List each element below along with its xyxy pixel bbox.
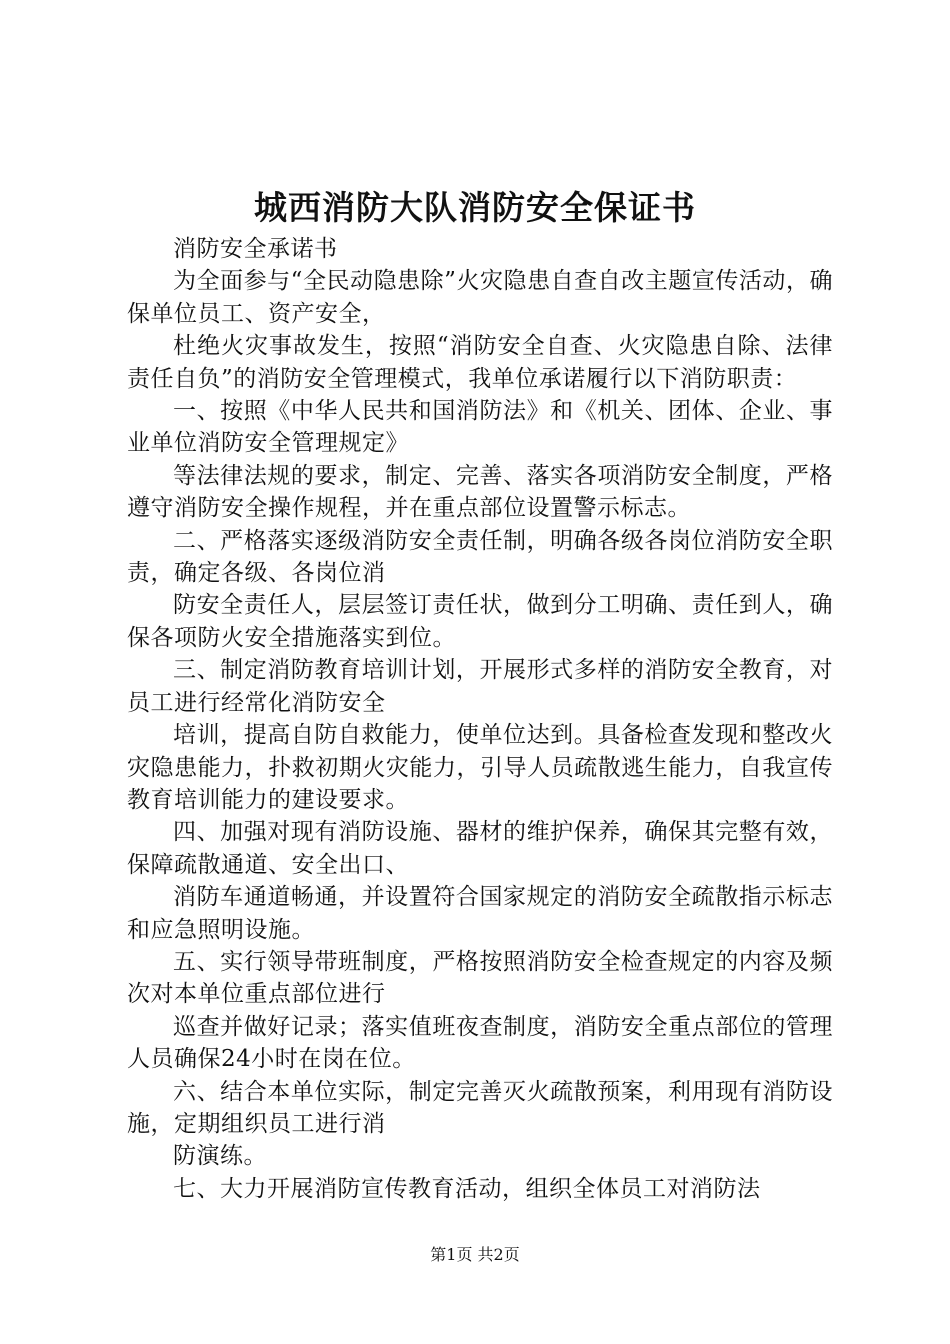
paragraph-5: 等法律法规的要求，制定、完善、落实各项消防安全制度，严格遵守消防安全操作规程，并在重点部位设置警示标志。: [127, 462, 833, 522]
paragraph-7: 防安全责任人，层层签订责任状，做到分工明确、责任到人，确保各项防火安全措施落实到位。: [127, 592, 833, 651]
paragraph-13: 巡查并做好记录；落实值班夜查制度，消防安全重点部位的管理人员确保24小时在岗在位。: [127, 1013, 833, 1073]
paragraph-14: 六、结合本单位实际，制定完善灭火疏散预案，利用现有消防设施，定期组织员工进行消: [127, 1078, 833, 1137]
document-body: [127, 233, 833, 1205]
paragraph-15: 防演练。: [173, 1143, 267, 1170]
page-footer: 第1页 共2页: [430, 1245, 520, 1264]
paragraph-10: 四、加强对现有消防设施、器材的维护保养，确保其完整有效，保障疏散通道、安全出口、: [127, 819, 833, 878]
paragraph-1: 消防安全承诺书: [173, 236, 338, 262]
paragraph-8: 三、制定消防教育培训计划，开展形式多样的消防安全教育，对员工进行经常化消防安全: [127, 657, 833, 716]
paragraph-6: 二、严格落实逐级消防安全责任制，明确各级各岗位消防安全职责，确定各级、各岗位消: [127, 527, 833, 587]
paragraph-3: 杜绝火灾事故发生，按照“消防安全自查、火灾隐患自除、法律责任自负”的消防安全管理模式，我单位承诺履行以下消防职责：: [127, 333, 833, 392]
paragraph-9: 培训，提高自防自救能力，使单位达到。具备检查发现和整改火灾隐患能力，扑救初期火灾能力，引导人员疏散逃生能力，自我宣传教育培训能力的建设要求。: [127, 722, 833, 813]
paragraph-4: 一、按照《中华人民共和国消防法》和《机关、团体、企业、事业单位消防安全管理规定》: [127, 398, 833, 457]
paragraph-12: 五、实行领导带班制度，严格按照消防安全检查规定的内容及频次对本单位重点部位进行: [127, 948, 833, 1008]
document-title: 城西消防大队消防安全保证书: [254, 188, 696, 227]
paragraph-2: 为全面参与“全民动隐患除”火灾隐患自查自改主题宣传活动，确保单位员工、资产安全，: [127, 268, 833, 327]
paragraph-11: 消防车通道畅通，并设置符合国家规定的消防安全疏散指示标志和应急照明设施。: [127, 884, 833, 943]
paragraph-16: 七、大力开展消防宣传教育活动，组织全体员工对消防法: [173, 1175, 761, 1202]
